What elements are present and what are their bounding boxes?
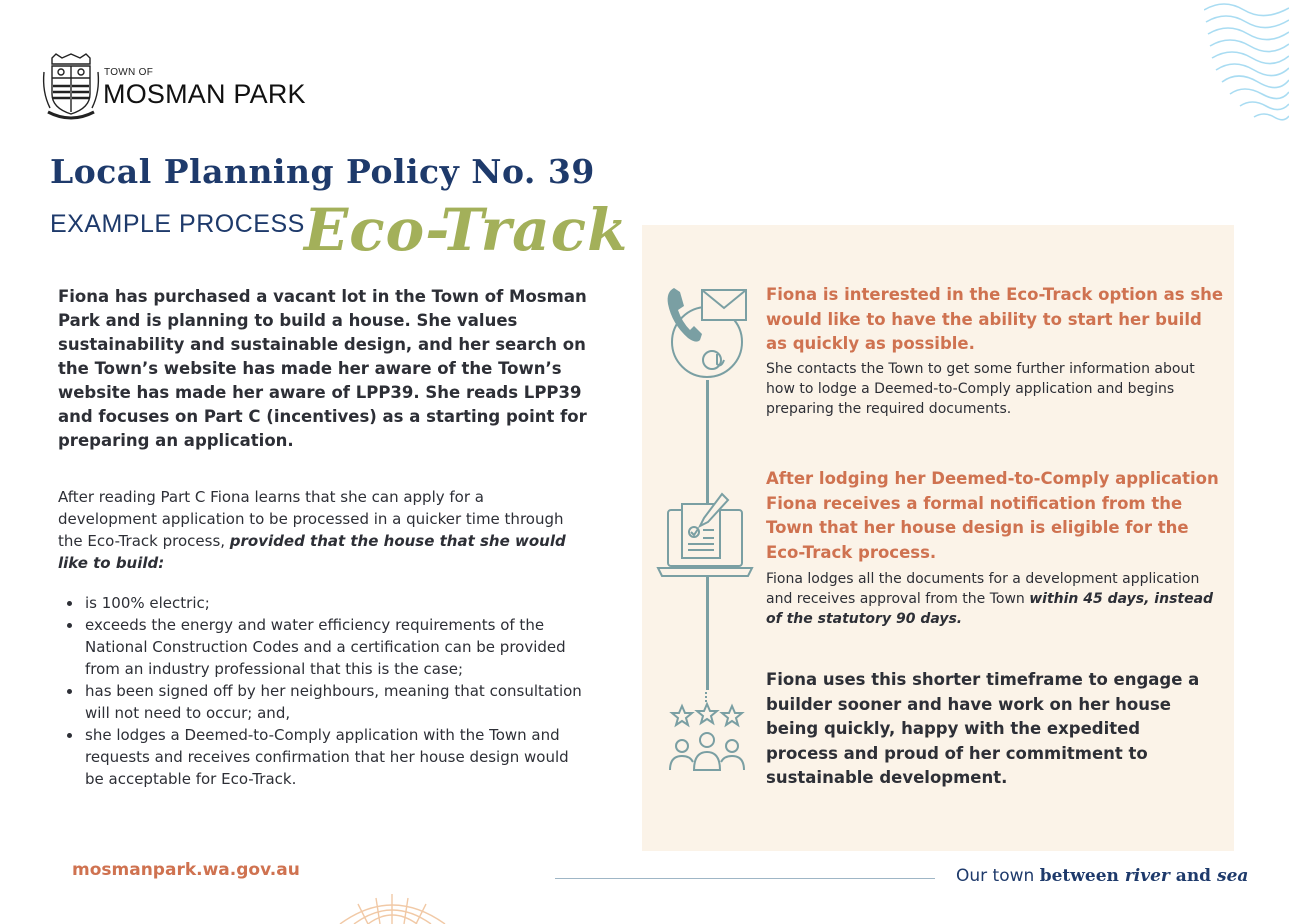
- list-item: she lodges a Deemed-to-Comply application with the Town and requests and receives confirmation that her house design would be acceptable for Eco-Track.: [58, 724, 588, 790]
- page-subtitle: EXAMPLE PROCESS: [50, 210, 305, 238]
- tagline-between: between: [1039, 866, 1125, 886]
- town-crest-logo: [40, 52, 102, 122]
- tagline-sea: sea: [1217, 866, 1249, 886]
- part-c-colon: :: [158, 554, 165, 572]
- page-title: Local Planning Policy No. 39: [50, 152, 595, 191]
- tagline-our-town: Our town: [956, 866, 1040, 886]
- step2-body-emphasis: within 45 days, instead of the statutory 90 days.: [766, 591, 1214, 627]
- list-item: is 100% electric;: [58, 592, 588, 614]
- eco-track-title: Eco-Track: [304, 196, 629, 264]
- website-link[interactable]: mosmanpark.wa.gov.au: [72, 860, 300, 880]
- waves-decoration-icon: [1204, 0, 1289, 122]
- part-c-emphasis: provided that the house that she would like to build: [58, 532, 566, 572]
- logo-town-name: MOSMAN PARK: [103, 79, 306, 109]
- part-c-text: After reading Part C Fiona learns that she can apply for a development application to be processed in a quicker time through the Eco-Track process,: [58, 488, 564, 550]
- step1-body: She contacts the Town to get some further information about how to lodge a Deemed-to-Comply application and begins preparing the required documents.: [766, 361, 1195, 417]
- tagline-river: river: [1124, 866, 1170, 886]
- list-item: exceeds the energy and water efficiency requirements of the National Construction Codes and a certification can be provided from an industry professional that this is the case;: [58, 614, 588, 680]
- tagline-and: and: [1169, 866, 1217, 886]
- step2-heading: After lodging her Deemed-to-Comply application Fiona receives a formal notification from the Town that her house design is eligible for the Eco-Track process.: [766, 469, 1219, 562]
- contact-icon: [664, 284, 752, 384]
- requirements-list: [58, 592, 588, 790]
- step2-body: [766, 569, 1222, 629]
- footer-divider: [555, 878, 935, 879]
- part-c-paragraph: [58, 486, 568, 574]
- stars-people-icon: [664, 690, 750, 774]
- intro-paragraph: Fiona has purchased a vacant lot in the Town of Mosman Park and is planning to build a house. She values sustainability and sustainable design, and her search on the Town’s website has made her aware of the Town’s website has made her aware of LPP39. She reads LPP39 and focuses on Part C (incentives) as a starting point for preparing an application.: [58, 287, 587, 450]
- laptop-document-icon: [656, 490, 754, 580]
- tagline: [956, 866, 1248, 886]
- logo-town-of: TOWN OF: [104, 67, 154, 78]
- step3-text: Fiona uses this shorter timeframe to engage a builder sooner and have work on her house being quickly, happy with the expedited process and proud of her commitment to sustainable development.: [766, 670, 1200, 787]
- step2-body-text: Fiona lodges all the documents for a development application and receives approval from the Town: [766, 571, 1200, 607]
- list-item: has been signed off by her neighbours, meaning that consultation will not need to occur; and,: [58, 680, 588, 724]
- step1-heading: Fiona is interested in the Eco-Track option as she would like to have the ability to start her build as quickly as possible.: [766, 285, 1224, 353]
- sun-decoration-icon: [320, 890, 465, 924]
